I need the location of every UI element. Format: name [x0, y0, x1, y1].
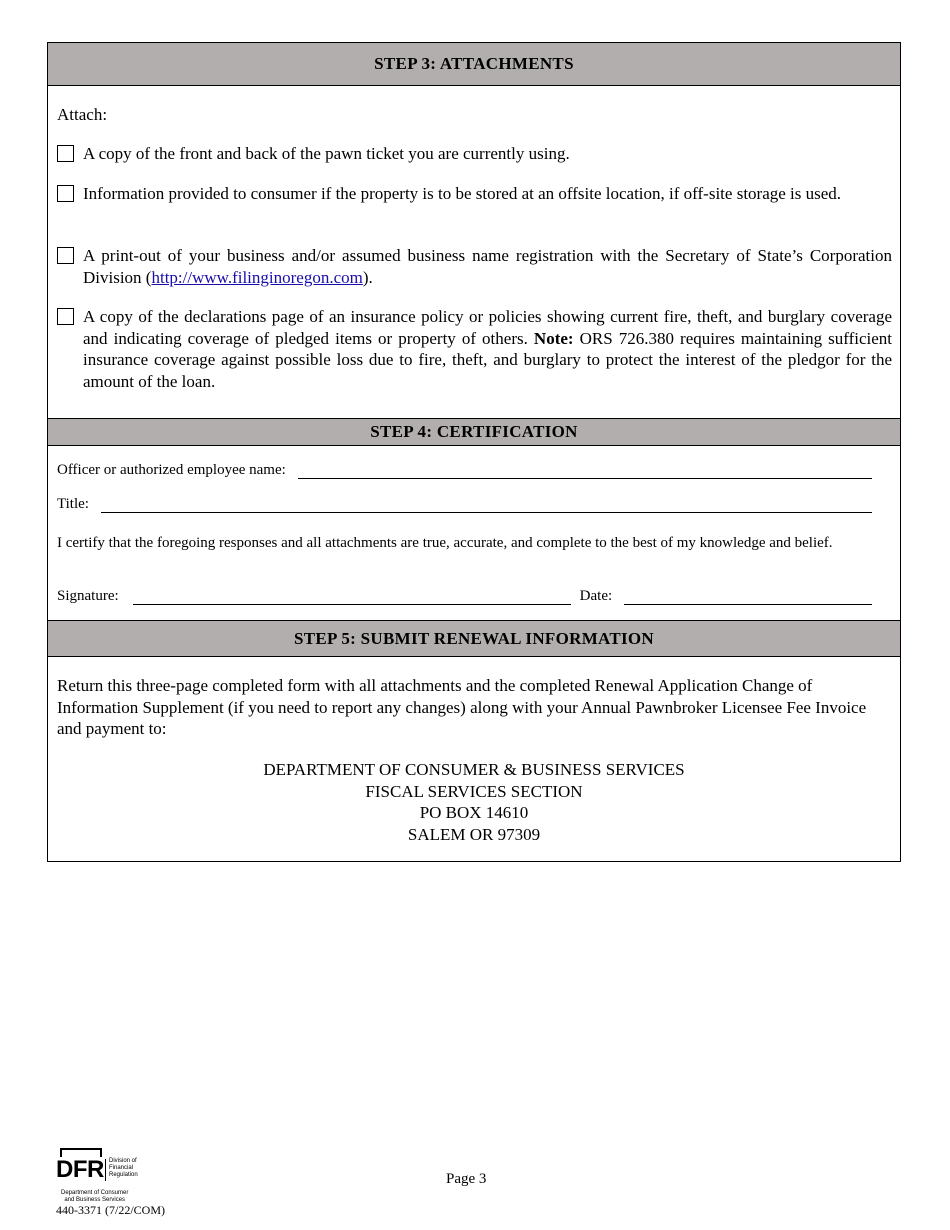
attachment-item: [57, 306, 892, 392]
name-label: Officer or authorized employee name:: [57, 462, 286, 478]
certify-text: I certify that the foregoing responses and all attachments are true, accurate, and complete to the best of my knowledge and belief.: [57, 535, 833, 551]
signature-label: Signature:: [57, 588, 119, 604]
address-line: FISCAL SERVICES SECTION: [365, 781, 583, 801]
page-number: Page 3: [446, 1171, 487, 1187]
attachment-text: [57, 245, 892, 288]
address-line: DEPARTMENT OF CONSUMER & BUSINESS SERVICES: [263, 760, 685, 779]
logo-division: Division of Financial Regulation: [109, 1158, 138, 1178]
attach-label: Attach:: [57, 105, 108, 124]
address-line: SALEM OR 97309: [407, 824, 541, 844]
attachment-text-part: ORS 726.380 requires maintaining sufficient insurance coverage against possible loss due to fire, theft, and burglary to protect the interest of the pledgor for the amount of the loan.: [83, 328, 893, 391]
logo-divider: [105, 1159, 106, 1181]
attachment-text: [57, 306, 892, 392]
step3-section: [47, 42, 901, 419]
signature-row: [57, 586, 872, 605]
step4-header: STEP 4: CERTIFICATION: [48, 418, 900, 446]
step5-section: [47, 620, 901, 862]
name-row: [57, 460, 872, 479]
attachment-item: [57, 183, 892, 205]
attachment-text: Information provided to consumer if the property is to be stored at an offsite location, if off-site storage is used.: [83, 184, 842, 203]
logo-department: Department of Consumer and Business Services: [61, 1190, 129, 1203]
attachment-item: [57, 245, 892, 288]
logo-text: DFR: [56, 1156, 104, 1183]
name-input[interactable]: [298, 460, 872, 479]
dfr-logo: [56, 1148, 156, 1203]
attachment-checkbox[interactable]: [57, 247, 74, 264]
mailing-address: [48, 759, 900, 845]
date-label: Date:: [579, 588, 613, 604]
filing-link[interactable]: http://www.filinginoregon.com: [151, 267, 363, 287]
attachment-checkbox[interactable]: [57, 145, 74, 162]
title-row: [57, 494, 872, 513]
attachment-text-part: ).: [362, 267, 373, 287]
attachment-text-part: A copy of the declarations page of an insurance policy or policies showing current fire, theft, and burglary coverage and indicating coverage of pledged items or property of others.: [83, 307, 892, 348]
form-number: 440-3371 (7/22/COM): [56, 1203, 165, 1217]
step5-header: STEP 5: SUBMIT RENEWAL INFORMATION: [48, 621, 900, 657]
attachment-checkbox[interactable]: [57, 185, 74, 202]
step4-section: [47, 418, 901, 623]
attachment-item: [57, 143, 892, 165]
attachment-checkbox[interactable]: [57, 308, 74, 325]
title-label: Title:: [57, 496, 89, 512]
title-input[interactable]: [101, 494, 872, 513]
return-instructions: Return this three-page completed form with all attachments and the completed Renewal Application Change of Information Supplement (if you need to report any changes) along with your Annual Pawnbroker Licensee Fee Invoice and payment to:: [57, 676, 867, 738]
date-input[interactable]: [624, 586, 872, 605]
step3-header: STEP 3: ATTACHMENTS: [48, 43, 900, 86]
note-label: Note:: [533, 328, 574, 348]
signature-input[interactable]: [133, 586, 571, 605]
attachment-text: A copy of the front and back of the pawn ticket you are currently using.: [83, 144, 570, 163]
attachment-text-part: A print-out of your business and/or assumed business name registration with the Secretary of State’s Corporation Division (: [83, 246, 892, 287]
address-line: PO BOX 14610: [419, 803, 529, 822]
